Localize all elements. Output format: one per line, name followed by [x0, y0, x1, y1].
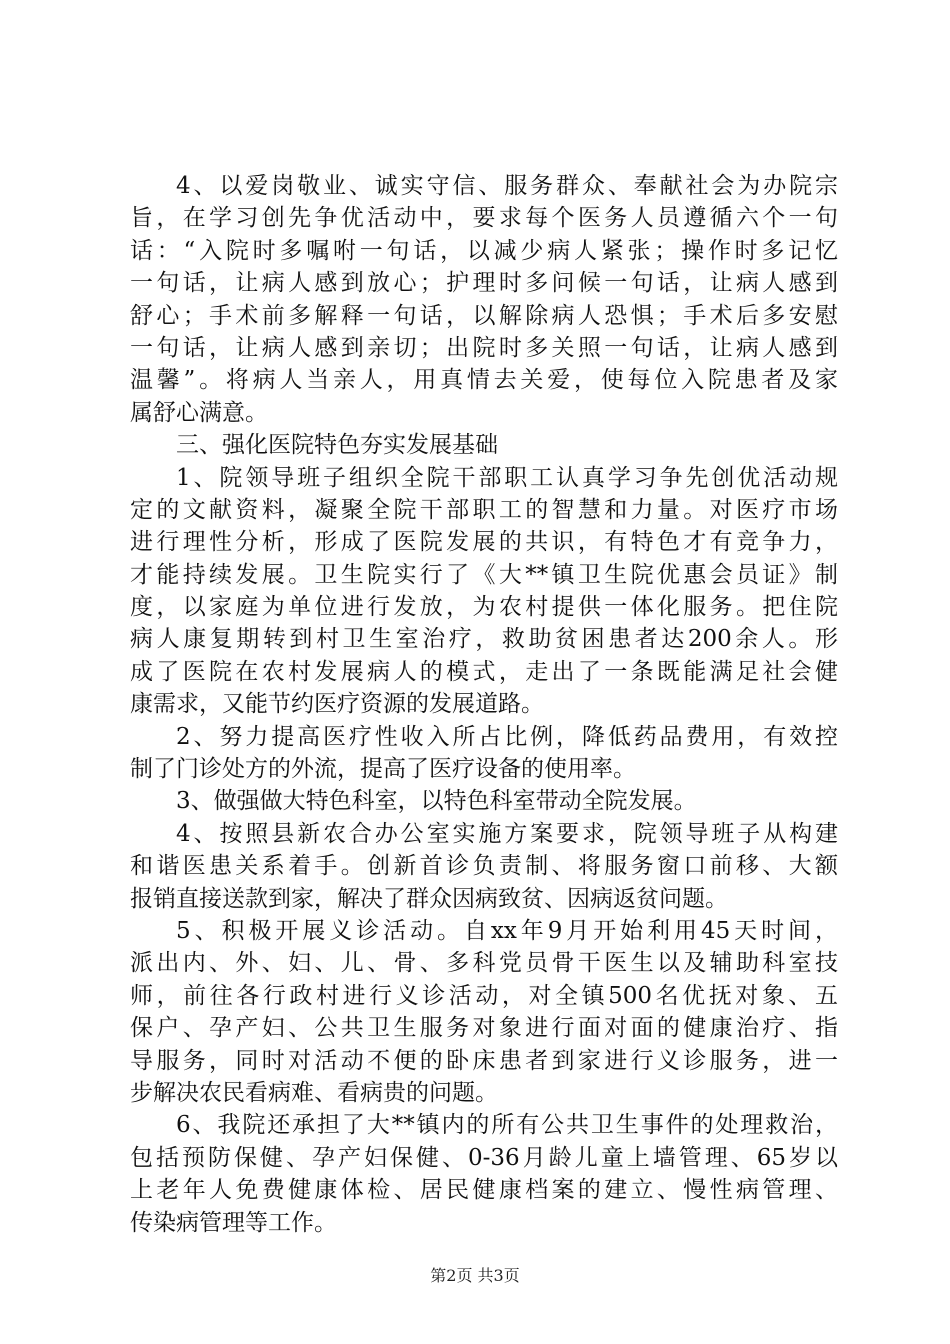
paragraph-line: 派出内、外、妇、儿、骨、多科党员骨干医生以及辅助科室技 [130, 950, 838, 977]
paragraph-line: 属舒心满意。 [130, 399, 268, 426]
paragraph-line: 旨，在学习创先争优活动中，要求每个医务人员遵循六个一句 [130, 205, 838, 232]
paragraph-line: 报销直接送款到家，解决了群众因病致贫、因病返贫问题。 [130, 885, 728, 912]
paragraph-line: 话：“入院时多嘱咐一句话，以减少病人紧张；操作时多记忆 [130, 237, 838, 264]
paragraph-line: 导服务，同时对活动不便的卧床患者到家进行义诊服务，进一 [130, 1047, 838, 1074]
paragraph-line: 和谐医患关系着手。创新首诊负责制、将服务窗口前移、大额 [130, 853, 838, 880]
paragraph-line: 步解决农民看病难、看病贵的问题。 [130, 1079, 498, 1106]
paragraph-line: 一句话，让病人感到亲切；出院时多关照一句话，让病人感到 [130, 334, 838, 361]
paragraph-line: 传染病管理等工作。 [130, 1209, 337, 1236]
page-footer: 第2页 共3页 [430, 1266, 520, 1285]
paragraph-line: 制了门诊处方的外流，提高了医疗设备的使用率。 [130, 756, 636, 783]
paragraph-first-line: 三、强化医院特色夯实发展基础 [176, 432, 498, 459]
paragraph-line: 定的文献资料，凝聚全院干部职工的智慧和力量。对医疗市场 [130, 496, 838, 523]
paragraph-line: 师，前往各行政村进行义诊活动，对全镇500名优抚对象、五 [130, 982, 838, 1009]
paragraph-line: 舒心；手术前多解释一句话，以解除病人恐惧；手术后多安慰 [130, 302, 838, 329]
paragraph-first-line: 4、以爱岗敬业、诚实守信、服务群众、奉献社会为办院宗 [176, 173, 838, 199]
paragraph-line: 才能持续发展。卫生院实行了《大**镇卫生院优惠会员证》制 [130, 561, 838, 588]
paragraph-first-line: 1、院领导班子组织全院干部职工认真学习争先创优活动规 [176, 464, 838, 491]
paragraph-line: 保户、孕产妇、公共卫生服务对象进行面对面的健康治疗、指 [130, 1015, 838, 1042]
paragraph-first-line: 4、按照县新农合办公室实施方案要求，院领导班子从构建 [176, 820, 838, 847]
paragraph-line: 进行理性分析，形成了医院发展的共识，有特色才有竞争力， [130, 529, 838, 556]
paragraph-line: 度，以家庭为单位进行发放，为农村提供一体化服务。把住院 [130, 594, 838, 621]
paragraph-line: 温馨”。将病人当亲人，用真情去关爱，使每位入院患者及家 [130, 367, 838, 394]
paragraph-first-line: 2、努力提高医疗性收入所占比例，降低药品费用，有效控 [176, 723, 838, 750]
paragraph-line: 病人康复期转到村卫生室治疗，救助贫困患者达200余人。形 [130, 626, 838, 653]
paragraph-line: 成了医院在农村发展病人的模式，走出了一条既能满足社会健 [130, 658, 838, 685]
paragraph-first-line: 6、我院还承担了大**镇内的所有公共卫生事件的处理救治， [176, 1112, 838, 1139]
paragraph-line: 康需求，又能节约医疗资源的发展道路。 [130, 691, 544, 718]
paragraph-line: 一句话，让病人感到放心；护理时多问候一句话，让病人感到 [130, 270, 838, 297]
paragraph-line: 上老年人免费健康体检、居民健康档案的建立、慢性病管理、 [130, 1177, 838, 1204]
paragraph-line: 包括预防保健、孕产妇保健、0-36月龄儿童上墙管理、65岁以 [130, 1144, 838, 1171]
document-body [130, 170, 838, 1239]
paragraph-first-line: 5、积极开展义诊活动。自xx年9月开始利用45天时间， [176, 917, 838, 944]
paragraph-first-line: 3、做强做大特色科室，以特色科室带动全院发展。 [176, 788, 697, 815]
